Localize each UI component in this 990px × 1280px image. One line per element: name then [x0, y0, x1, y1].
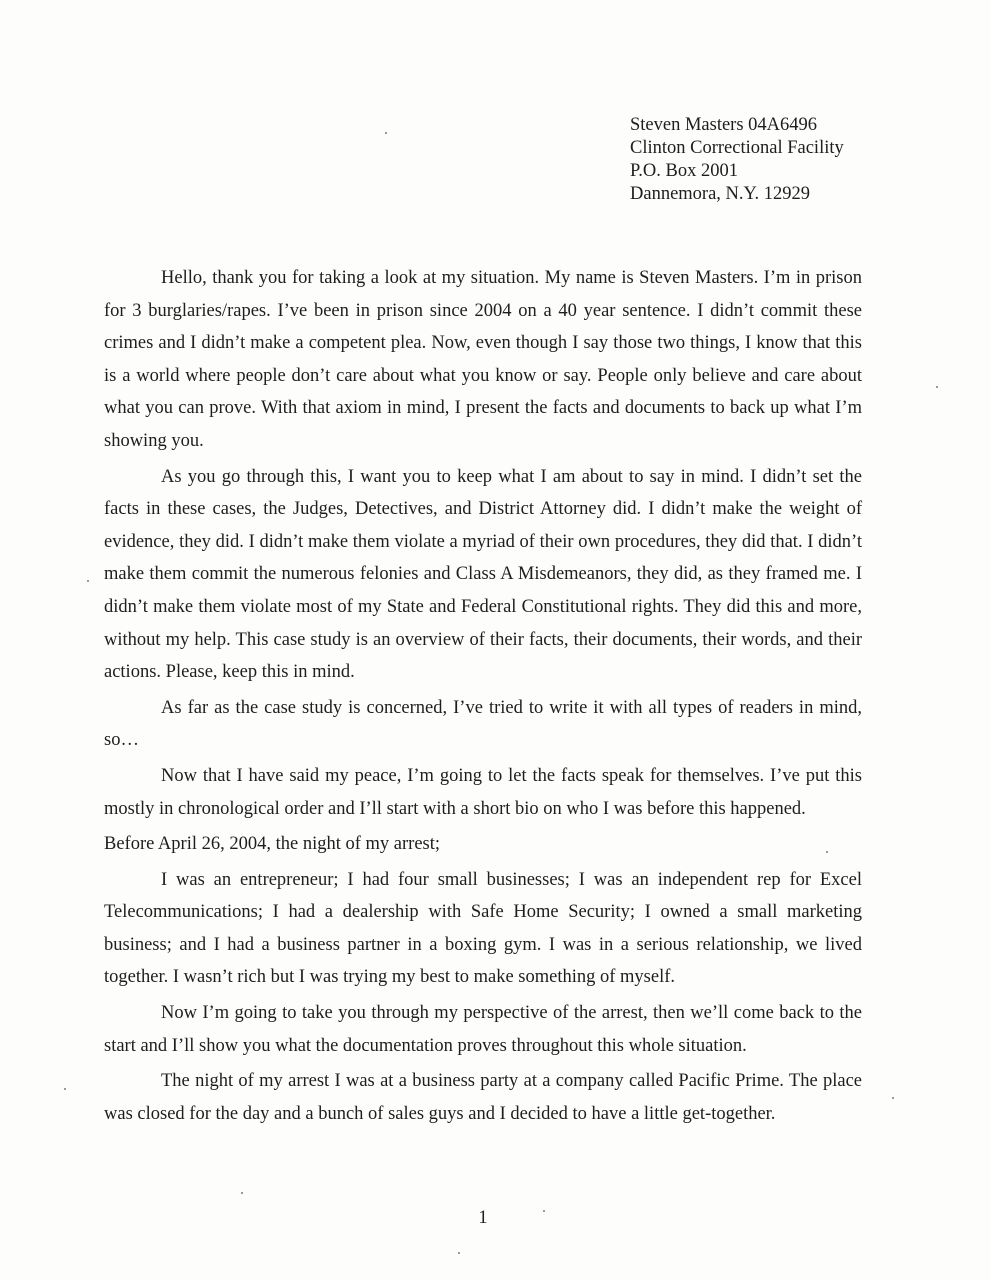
- address-line-city: Dannemora, N.Y. 12929: [630, 184, 811, 204]
- scan-speck: [458, 1252, 460, 1254]
- paragraph-before-arrest-heading: Before April 26, 2004, the night of my arrest;: [104, 834, 441, 855]
- paragraph-keep-in-mind: As you go through this, I want you to keep what I am about to say in mind. I didn’t set the facts in these cases, the Judges, Detectives, and District Attorney did. I didn’t make the weight of evidence, they did. I didn’t make them violate a myriad of their own procedures, they did that. I didn’t make them commit the numerous felonies and Class A Misdemeanors, they did, as they framed me. I didn’t make them violate most of my State and Federal Constitutional rights. They did this and more, without my help. This case study is an overview of their facts, their documents, their words, and their actions. Please, keep this in mind.: [104, 466, 862, 683]
- scan-speck: [241, 1192, 243, 1194]
- scan-speck: [543, 1210, 545, 1212]
- paragraph-chronology: Now that I have said my peace, I’m going to let the facts speak for themselves. I’ve put this mostly in chronological order and I’ll start with a short bio on who I was before this happened.: [104, 765, 862, 819]
- return-address-block: [630, 114, 930, 206]
- paragraph-bio: I was an entrepreneur; I had four small businesses; I was an independent rep for Excel Telecommunications; I had a dealership with Safe Home Security; I owned a small marketing business; and I had a business partner in a boxing gym. I was in a serious relationship, we lived together. I wasn’t rich but I was trying my best to make something of myself.: [104, 869, 862, 988]
- scan-speck: [64, 1088, 66, 1090]
- page-number: 1: [478, 1208, 488, 1228]
- paragraph-night-of-arrest: The night of my arrest I was at a business party at a company called Pacific Prime. The place was closed for the day and a bunch of sales guys and I decided to have a little get-together.: [104, 1071, 862, 1124]
- scan-speck: [826, 851, 828, 853]
- address-line-facility: Clinton Correctional Facility: [630, 138, 844, 158]
- paragraph-readers: As far as the case study is concerned, I’ve tried to write it with all types of readers in mind, so…: [104, 697, 862, 751]
- address-line-po-box: P.O. Box 2001: [630, 161, 738, 181]
- scan-speck: [892, 1097, 894, 1099]
- scan-speck: [385, 132, 387, 134]
- address-line-name: Steven Masters 04A6496: [630, 115, 818, 135]
- scan-speck: [936, 386, 938, 388]
- scan-speck: [87, 580, 89, 582]
- letter-body: [104, 262, 862, 1133]
- paragraph-introduction: Hello, thank you for taking a look at my situation. My name is Steven Masters. I’m in prison for 3 burglaries/rapes. I’ve been in prison since 2004 on a 40 year sentence. I didn’t commit these crimes and I didn’t make a competent plea. Now, even though I say those two things, I know that this is a world where people don’t care about what you know or say. People only believe and care about what you can prove. With that axiom in mind, I present the facts and documents to back up what I’m showing you.: [104, 268, 862, 451]
- paragraph-perspective: Now I’m going to take you through my perspective of the arrest, then we’ll come back to the start and I’ll show you what the documentation proves throughout this whole situation.: [104, 1003, 862, 1056]
